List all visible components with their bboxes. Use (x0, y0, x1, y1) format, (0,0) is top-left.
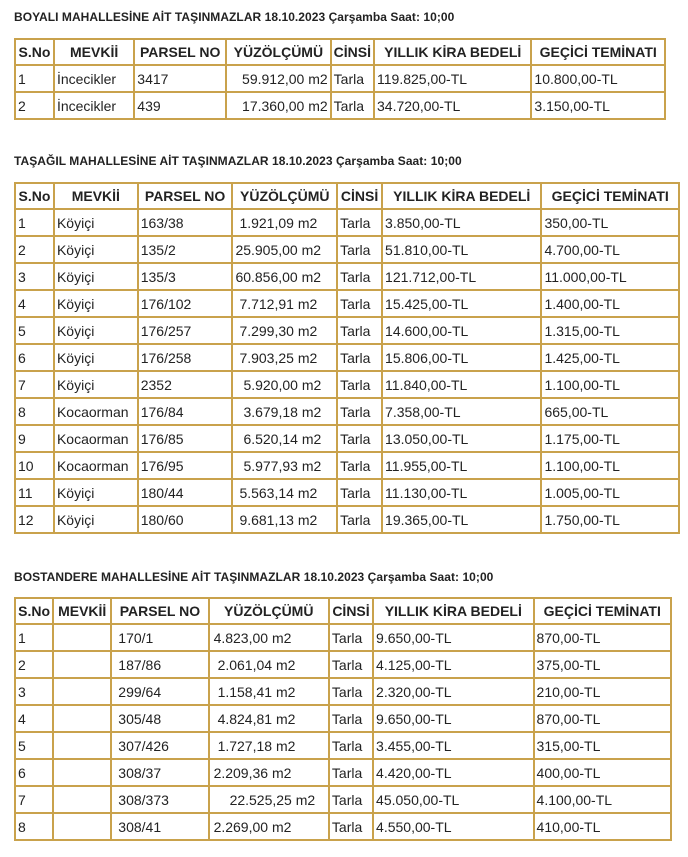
cell-sno: 6 (15, 759, 53, 786)
cell-gecici-teminat: 1.005,00-TL (541, 479, 679, 506)
table-row (15, 786, 671, 813)
cell-yillik-kira: 11.840,00-TL (382, 371, 541, 398)
cell-cinsi: Tarla (329, 759, 373, 786)
cell-mevkii: İncecikler (54, 92, 134, 119)
cell-yuzolcumu: 9.681,13 m2 (232, 506, 337, 533)
cell-cinsi: Tarla (329, 705, 373, 732)
cell-gecici-teminat: 10.800,00-TL (531, 65, 665, 92)
cell-parsel-no: 2352 (138, 371, 233, 398)
cell-sno: 1 (15, 209, 54, 236)
cell-parsel-no: 187/86 (111, 651, 208, 678)
table-row (15, 317, 679, 344)
cell-sno: 2 (15, 92, 54, 119)
cell-yillik-kira: 19.365,00-TL (382, 506, 541, 533)
cell-gecici-teminat: 870,00-TL (534, 705, 671, 732)
cell-yillik-kira: 13.050,00-TL (382, 425, 541, 452)
col-header-mevkii: MEVKİİ (54, 183, 138, 209)
cell-cinsi: Tarla (337, 290, 382, 317)
cell-gecici-teminat: 350,00-TL (541, 209, 679, 236)
cell-parsel-no: 3417 (134, 65, 226, 92)
cell-yuzolcumu: 1.158,41 m2 (209, 678, 329, 705)
col-header-parsel-no: PARSEL NO (111, 598, 208, 624)
table-row (15, 236, 679, 263)
cell-sno: 11 (15, 479, 54, 506)
cell-cinsi: Tarla (337, 236, 382, 263)
cell-yuzolcumu: 1.921,09 m2 (232, 209, 337, 236)
cell-yillik-kira: 4.420,00-TL (373, 759, 533, 786)
cell-mevkii: Köyiçi (54, 506, 138, 533)
table-row (15, 209, 679, 236)
cell-cinsi: Tarla (337, 344, 382, 371)
cell-sno: 10 (15, 452, 54, 479)
cell-yillik-kira: 7.358,00-TL (382, 398, 541, 425)
table-header-row (15, 183, 679, 209)
cell-parsel-no: 299/64 (111, 678, 208, 705)
cell-yillik-kira: 14.600,00-TL (382, 317, 541, 344)
cell-yuzolcumu: 2.269,00 m2 (209, 813, 329, 840)
col-header-parsel-no: PARSEL NO (138, 183, 233, 209)
col-header-yillik-kira: YILLIK KİRA BEDELİ (373, 598, 533, 624)
cell-gecici-teminat: 1.175,00-TL (541, 425, 679, 452)
cell-yillik-kira: 51.810,00-TL (382, 236, 541, 263)
cell-yuzolcumu: 5.977,93 m2 (232, 452, 337, 479)
cell-cinsi: Tarla (329, 813, 373, 840)
col-header-sno: S.No (15, 39, 54, 65)
cell-yuzolcumu: 2.061,04 m2 (209, 651, 329, 678)
table-body (15, 624, 671, 840)
cell-sno: 4 (15, 705, 53, 732)
cell-mevkii: Kocaorman (54, 398, 138, 425)
cell-parsel-no: 135/3 (138, 263, 233, 290)
col-header-yillik-kira: YILLIK KİRA BEDELİ (382, 183, 541, 209)
cell-yuzolcumu: 60.856,00 m2 (232, 263, 337, 290)
cell-yuzolcumu: 25.905,00 m2 (232, 236, 337, 263)
table-header-row (15, 598, 671, 624)
cell-mevkii: Köyiçi (54, 290, 138, 317)
cell-parsel-no: 135/2 (138, 236, 233, 263)
cell-sno: 3 (15, 678, 53, 705)
cell-cinsi: Tarla (337, 425, 382, 452)
cell-mevkii: Köyiçi (54, 371, 138, 398)
col-header-gecici-teminat: GEÇİCİ TEMİNATI (534, 598, 671, 624)
cell-yillik-kira: 2.320,00-TL (373, 678, 533, 705)
table-row (15, 759, 671, 786)
cell-gecici-teminat: 1.750,00-TL (541, 506, 679, 533)
cell-parsel-no: 308/41 (111, 813, 208, 840)
cell-gecici-teminat: 4.100,00-TL (534, 786, 671, 813)
cell-cinsi: Tarla (329, 786, 373, 813)
cell-gecici-teminat: 11.000,00-TL (541, 263, 679, 290)
cell-parsel-no: 305/48 (111, 705, 208, 732)
cell-yillik-kira: 9.650,00-TL (373, 624, 533, 651)
col-header-yillik-kira: YILLIK KİRA BEDELİ (374, 39, 531, 65)
table-tasagil (14, 182, 680, 534)
cell-mevkii: Kocaorman (54, 425, 138, 452)
cell-yillik-kira: 119.825,00-TL (374, 65, 531, 92)
cell-yuzolcumu: 7.712,91 m2 (232, 290, 337, 317)
cell-cinsi: Tarla (329, 624, 373, 651)
cell-yuzolcumu: 7.299,30 m2 (232, 317, 337, 344)
table-row (15, 813, 671, 840)
cell-mevkii (53, 624, 111, 651)
cell-parsel-no: 176/85 (138, 425, 233, 452)
table-row (15, 398, 679, 425)
table-row (15, 92, 665, 119)
cell-sno: 3 (15, 263, 54, 290)
cell-sno: 12 (15, 506, 54, 533)
cell-gecici-teminat: 1.315,00-TL (541, 317, 679, 344)
table-row (15, 263, 679, 290)
cell-parsel-no: 176/84 (138, 398, 233, 425)
col-header-gecici-teminat: GEÇİCİ TEMİNATI (541, 183, 679, 209)
table-row (15, 624, 671, 651)
cell-cinsi: Tarla (331, 65, 374, 92)
table-row (15, 479, 679, 506)
cell-yillik-kira: 3.455,00-TL (373, 732, 533, 759)
cell-mevkii: Köyiçi (54, 479, 138, 506)
col-header-sno: S.No (15, 598, 53, 624)
col-header-gecici-teminat: GEÇİCİ TEMİNATI (531, 39, 665, 65)
section-heading-tasagil: TAŞAĞIL MAHALLESİNE AİT TAŞINMAZLAR 18.10.2023 Çarşamba Saat: 10;00 (14, 154, 462, 168)
cell-yillik-kira: 45.050,00-TL (373, 786, 533, 813)
cell-parsel-no: 170/1 (111, 624, 208, 651)
cell-parsel-no: 176/258 (138, 344, 233, 371)
cell-parsel-no: 307/426 (111, 732, 208, 759)
cell-mevkii: Kocaorman (54, 452, 138, 479)
cell-yillik-kira: 4.550,00-TL (373, 813, 533, 840)
cell-cinsi: Tarla (337, 209, 382, 236)
cell-mevkii: Köyiçi (54, 209, 138, 236)
cell-yuzolcumu: 5.920,00 m2 (232, 371, 337, 398)
cell-sno: 8 (15, 813, 53, 840)
cell-yuzolcumu: 6.520,14 m2 (232, 425, 337, 452)
cell-gecici-teminat: 410,00-TL (534, 813, 671, 840)
cell-parsel-no: 163/38 (138, 209, 233, 236)
cell-cinsi: Tarla (337, 398, 382, 425)
cell-cinsi: Tarla (337, 506, 382, 533)
cell-mevkii: Köyiçi (54, 317, 138, 344)
cell-yillik-kira: 11.130,00-TL (382, 479, 541, 506)
cell-mevkii: Köyiçi (54, 263, 138, 290)
cell-gecici-teminat: 1.425,00-TL (541, 344, 679, 371)
cell-yillik-kira: 9.650,00-TL (373, 705, 533, 732)
table-row (15, 705, 671, 732)
col-header-mevkii: MEVKİİ (53, 598, 111, 624)
cell-sno: 8 (15, 398, 54, 425)
cell-yillik-kira: 15.425,00-TL (382, 290, 541, 317)
cell-parsel-no: 180/60 (138, 506, 233, 533)
table-row (15, 290, 679, 317)
cell-yillik-kira: 34.720,00-TL (374, 92, 531, 119)
cell-cinsi: Tarla (329, 732, 373, 759)
cell-mevkii (53, 813, 111, 840)
col-header-yuzolcumu: YÜZÖLÇÜMÜ (226, 39, 331, 65)
section-heading-bostandere: BOSTANDERE MAHALLESİNE AİT TAŞINMAZLAR 18.10.2023 Çarşamba Saat: 10;00 (14, 570, 494, 584)
table-boyali (14, 38, 666, 120)
cell-gecici-teminat: 4.700,00-TL (541, 236, 679, 263)
table-row (15, 65, 665, 92)
cell-mevkii: İncecikler (54, 65, 134, 92)
col-header-sno: S.No (15, 183, 54, 209)
cell-yuzolcumu: 17.360,00 m2 (226, 92, 331, 119)
cell-parsel-no: 308/373 (111, 786, 208, 813)
cell-gecici-teminat: 870,00-TL (534, 624, 671, 651)
cell-yuzolcumu: 59.912,00 m2 (226, 65, 331, 92)
col-header-yuzolcumu: YÜZÖLÇÜMÜ (209, 598, 329, 624)
cell-yuzolcumu: 4.823,00 m2 (209, 624, 329, 651)
cell-sno: 7 (15, 786, 53, 813)
cell-sno: 5 (15, 732, 53, 759)
cell-parsel-no: 176/257 (138, 317, 233, 344)
col-header-cinsi: CİNSİ (331, 39, 374, 65)
table-row (15, 732, 671, 759)
table-body (15, 65, 665, 119)
cell-gecici-teminat: 400,00-TL (534, 759, 671, 786)
col-header-cinsi: CİNSİ (337, 183, 382, 209)
cell-sno: 1 (15, 65, 54, 92)
cell-cinsi: Tarla (337, 371, 382, 398)
table-row (15, 506, 679, 533)
cell-mevkii (53, 786, 111, 813)
table-row (15, 678, 671, 705)
cell-gecici-teminat: 3.150,00-TL (531, 92, 665, 119)
cell-cinsi: Tarla (337, 263, 382, 290)
cell-sno: 1 (15, 624, 53, 651)
table-bostandere (14, 597, 672, 841)
cell-gecici-teminat: 1.100,00-TL (541, 452, 679, 479)
cell-mevkii: Köyiçi (54, 236, 138, 263)
cell-parsel-no: 176/95 (138, 452, 233, 479)
cell-yuzolcumu: 22.525,25 m2 (209, 786, 329, 813)
cell-yuzolcumu: 7.903,25 m2 (232, 344, 337, 371)
cell-yillik-kira: 121.712,00-TL (382, 263, 541, 290)
cell-sno: 2 (15, 651, 53, 678)
cell-parsel-no: 308/37 (111, 759, 208, 786)
cell-yillik-kira: 11.955,00-TL (382, 452, 541, 479)
cell-yuzolcumu: 3.679,18 m2 (232, 398, 337, 425)
cell-parsel-no: 176/102 (138, 290, 233, 317)
cell-cinsi: Tarla (337, 317, 382, 344)
cell-gecici-teminat: 665,00-TL (541, 398, 679, 425)
cell-sno: 6 (15, 344, 54, 371)
cell-yillik-kira: 3.850,00-TL (382, 209, 541, 236)
cell-yuzolcumu: 5.563,14 m2 (232, 479, 337, 506)
table-row (15, 371, 679, 398)
cell-gecici-teminat: 210,00-TL (534, 678, 671, 705)
table-row (15, 651, 671, 678)
cell-sno: 4 (15, 290, 54, 317)
cell-yuzolcumu: 4.824,81 m2 (209, 705, 329, 732)
cell-cinsi: Tarla (337, 452, 382, 479)
cell-yuzolcumu: 2.209,36 m2 (209, 759, 329, 786)
cell-mevkii (53, 705, 111, 732)
cell-mevkii (53, 759, 111, 786)
table-row (15, 425, 679, 452)
cell-mevkii (53, 678, 111, 705)
col-header-parsel-no: PARSEL NO (134, 39, 226, 65)
table-header-row (15, 39, 665, 65)
cell-cinsi: Tarla (329, 651, 373, 678)
cell-sno: 5 (15, 317, 54, 344)
cell-mevkii (53, 651, 111, 678)
col-header-mevkii: MEVKİİ (54, 39, 134, 65)
col-header-cinsi: CİNSİ (329, 598, 373, 624)
cell-sno: 2 (15, 236, 54, 263)
cell-sno: 7 (15, 371, 54, 398)
cell-parsel-no: 439 (134, 92, 226, 119)
cell-gecici-teminat: 1.100,00-TL (541, 371, 679, 398)
cell-yuzolcumu: 1.727,18 m2 (209, 732, 329, 759)
cell-gecici-teminat: 375,00-TL (534, 651, 671, 678)
cell-mevkii: Köyiçi (54, 344, 138, 371)
cell-gecici-teminat: 315,00-TL (534, 732, 671, 759)
table-body (15, 209, 679, 533)
cell-gecici-teminat: 1.400,00-TL (541, 290, 679, 317)
cell-cinsi: Tarla (331, 92, 374, 119)
cell-mevkii (53, 732, 111, 759)
cell-cinsi: Tarla (337, 479, 382, 506)
table-row (15, 344, 679, 371)
cell-yillik-kira: 15.806,00-TL (382, 344, 541, 371)
col-header-yuzolcumu: YÜZÖLÇÜMÜ (232, 183, 337, 209)
section-heading-boyali: BOYALI MAHALLESİNE AİT TAŞINMAZLAR 18.10.2023 Çarşamba Saat: 10;00 (14, 10, 455, 24)
cell-sno: 9 (15, 425, 54, 452)
cell-cinsi: Tarla (329, 678, 373, 705)
table-row (15, 452, 679, 479)
cell-parsel-no: 180/44 (138, 479, 233, 506)
cell-yillik-kira: 4.125,00-TL (373, 651, 533, 678)
